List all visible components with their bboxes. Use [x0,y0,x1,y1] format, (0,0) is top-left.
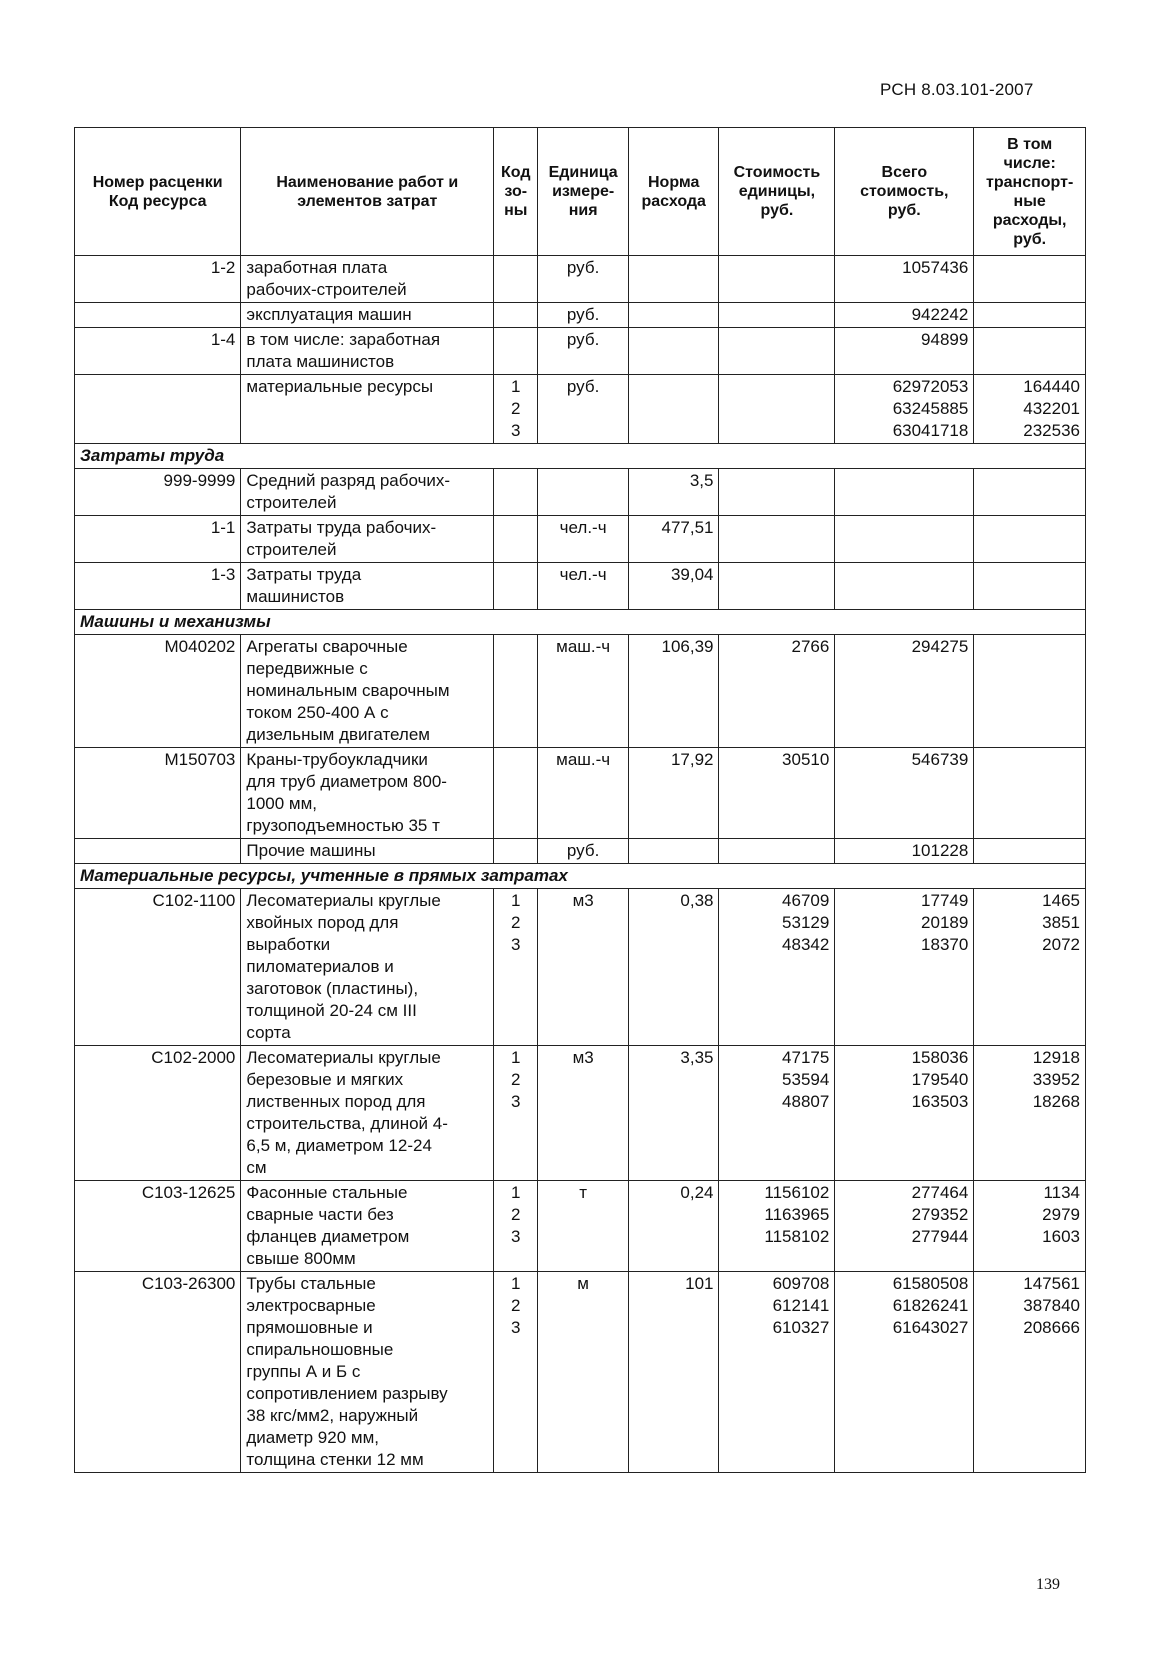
row-total: 546739 [835,748,974,839]
section-row-materials [75,864,1086,889]
row-code: С103-12625 [75,1181,241,1272]
row-total: 94899 [835,328,974,375]
row-unit: руб. [538,328,629,375]
table-row [75,1272,1086,1473]
table-row [75,748,1086,839]
row-zones [494,469,538,516]
col-norm-header: Норма расхода [628,128,719,256]
table-row [75,256,1086,303]
row-name: материальные ресурсы [241,375,494,444]
row-unit [538,469,629,516]
col-transport-header: В том числе: транспорт- ные расходы, руб. [974,128,1086,256]
table-row [75,516,1086,563]
row-code: 1-2 [75,256,241,303]
row-norm [628,256,719,303]
row-name: Агрегаты сварочные передвижные с номинальным сварочным током 250-400 А с дизельным двигателем [241,635,494,748]
row-total: 294275 [835,635,974,748]
row-zones: 1 2 3 [494,1272,538,1473]
row-code: М040202 [75,635,241,748]
row-name: эксплуатация машин [241,303,494,328]
row-unit-cost: 2766 [719,635,835,748]
row-transport [974,256,1086,303]
row-norm: 0,38 [628,889,719,1046]
row-unit-cost: 30510 [719,748,835,839]
document-code: РСН 8.03.101-2007 [880,80,1034,99]
row-norm [628,839,719,864]
row-total: 942242 [835,303,974,328]
row-code: С102-1100 [75,889,241,1046]
row-transport [974,839,1086,864]
col-unit-header: Единица измере- ния [538,128,629,256]
section-title-materials: Материальные ресурсы, учтенные в прямых затратах [75,864,1086,889]
col-total-header: Всего стоимость, руб. [835,128,974,256]
row-code: М150703 [75,748,241,839]
table-row [75,635,1086,748]
row-transport [974,748,1086,839]
row-unit-cost: 46709 53129 48342 [719,889,835,1046]
row-unit: маш.-ч [538,748,629,839]
table-row [75,328,1086,375]
row-unit-cost [719,303,835,328]
row-zones: 1 2 3 [494,1181,538,1272]
row-unit: чел.-ч [538,516,629,563]
row-zones [494,303,538,328]
row-unit-cost [719,256,835,303]
row-norm: 106,39 [628,635,719,748]
table-row [75,563,1086,610]
row-unit: руб. [538,303,629,328]
table-row [75,1046,1086,1181]
row-unit: м3 [538,1046,629,1181]
row-code: 999-9999 [75,469,241,516]
row-zones: 1 2 3 [494,1046,538,1181]
row-zones [494,256,538,303]
row-total: 158036 179540 163503 [835,1046,974,1181]
row-unit-cost [719,375,835,444]
row-name: Прочие машины [241,839,494,864]
row-zones [494,516,538,563]
row-name: заработная плата рабочих-строителей [241,256,494,303]
row-code [75,303,241,328]
row-name: Трубы стальные электросварные прямошовные и спиральношовные группы А и Б с сопротивлением разрыву 38 кгс/мм2, наружный диаметр 920 мм, толщина стенки 12 мм [241,1272,494,1473]
row-name: Краны-трубоукладчики для труб диаметром 800- 1000 мм, грузоподъемностью 35 т [241,748,494,839]
row-unit: руб. [538,256,629,303]
row-transport [974,635,1086,748]
section-title-labor: Затраты труда [75,444,1086,469]
row-unit: маш.-ч [538,635,629,748]
row-name: Затраты труда машинистов [241,563,494,610]
row-unit: руб. [538,375,629,444]
row-unit-cost [719,839,835,864]
row-unit: т [538,1181,629,1272]
row-zones: 1 2 3 [494,889,538,1046]
row-norm [628,328,719,375]
row-total: 61580508 61826241 61643027 [835,1272,974,1473]
col-name-header: Наименование работ и элементов затрат [241,128,494,256]
row-total: 101228 [835,839,974,864]
row-code [75,375,241,444]
row-transport: 164440 432201 232536 [974,375,1086,444]
row-norm: 17,92 [628,748,719,839]
row-unit: м3 [538,889,629,1046]
row-transport [974,303,1086,328]
col-code-header: Номер расценки Код ресурса [75,128,241,256]
row-transport [974,516,1086,563]
section-title-machines: Машины и механизмы [75,610,1086,635]
row-transport [974,328,1086,375]
row-transport: 147561 387840 208666 [974,1272,1086,1473]
row-transport: 12918 33952 18268 [974,1046,1086,1181]
row-norm: 39,04 [628,563,719,610]
row-name: в том числе: заработная плата машинистов [241,328,494,375]
section-row-labor [75,444,1086,469]
row-name: Затраты труда рабочих- строителей [241,516,494,563]
row-transport [974,563,1086,610]
row-norm: 3,35 [628,1046,719,1181]
row-unit-cost [719,469,835,516]
row-unit: чел.-ч [538,563,629,610]
row-total [835,469,974,516]
row-total [835,516,974,563]
row-norm: 477,51 [628,516,719,563]
row-code [75,839,241,864]
page-number: 139 [1036,1576,1060,1593]
row-name: Лесоматериалы круглые хвойных пород для выработки пиломатериалов и заготовок (пластины), толщиной 20-24 см III сорта [241,889,494,1046]
row-zones [494,748,538,839]
row-norm [628,375,719,444]
row-norm [628,303,719,328]
row-unit-cost [719,563,835,610]
row-code: 1-4 [75,328,241,375]
row-zones [494,635,538,748]
table-header-row [75,128,1086,256]
row-unit-cost: 1156102 1163965 1158102 [719,1181,835,1272]
table-row [75,839,1086,864]
section-row-machines [75,610,1086,635]
row-unit-cost: 47175 53594 48807 [719,1046,835,1181]
table-row [75,469,1086,516]
row-total [835,563,974,610]
table-row [75,889,1086,1046]
row-unit-cost: 609708 612141 610327 [719,1272,835,1473]
col-unit-cost-header: Стоимость единицы, руб. [719,128,835,256]
row-total: 17749 20189 18370 [835,889,974,1046]
row-code: 1-1 [75,516,241,563]
row-unit: руб. [538,839,629,864]
row-zones [494,328,538,375]
row-transport: 1465 3851 2072 [974,889,1086,1046]
row-zones [494,839,538,864]
row-norm: 3,5 [628,469,719,516]
row-total: 62972053 63245885 63041718 [835,375,974,444]
row-transport [974,469,1086,516]
col-zone-header: Код зо- ны [494,128,538,256]
row-name: Лесоматериалы круглые березовые и мягких лиственных пород для строительства, длиной 4- 6,5 м, диаметром 12-24 см [241,1046,494,1181]
row-name: Фасонные стальные сварные части без фланцев диаметром свыше 800мм [241,1181,494,1272]
table-row [75,375,1086,444]
row-zones [494,563,538,610]
row-zones: 1 2 3 [494,375,538,444]
row-name: Средний разряд рабочих- строителей [241,469,494,516]
row-total: 1057436 [835,256,974,303]
row-unit-cost [719,328,835,375]
row-code: С102-2000 [75,1046,241,1181]
row-code: С103-26300 [75,1272,241,1473]
row-transport: 1134 2979 1603 [974,1181,1086,1272]
row-unit-cost [719,516,835,563]
row-unit: м [538,1272,629,1473]
row-norm: 0,24 [628,1181,719,1272]
table-row [75,1181,1086,1272]
row-total: 277464 279352 277944 [835,1181,974,1272]
row-code: 1-3 [75,563,241,610]
rates-table [74,127,1086,1473]
table-row [75,303,1086,328]
row-norm: 101 [628,1272,719,1473]
